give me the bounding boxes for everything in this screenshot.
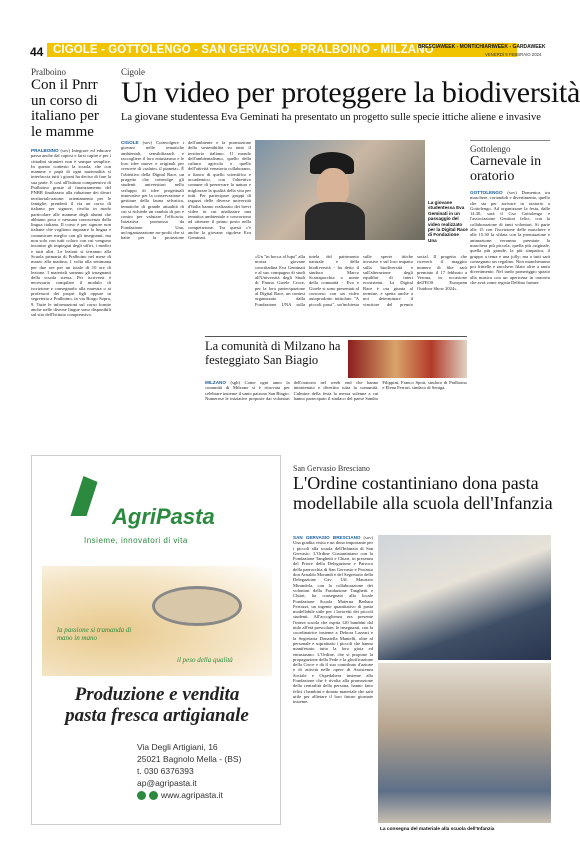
milzano-body: MILZANO (sgb) Come ogni anno la comunità di Milzano si è ritrovata per celebrare insieme il santo patrono San Biagio. Numerose le iniziative proposte dai volontari dell'oratorio nel week end che hanno intrattenuto e divertito tutta la comunità. Culmine della festa la messa solenne a cui hanno partecipato il sindaco del paese Sandro Filippini, Franco Spoti, sindaco di Pralboino e Elena Ferrari, sindaco di Seniga. <box>205 380 467 401</box>
ad-phone: t. 030 6376393 <box>137 766 194 776</box>
left-article <box>31 67 111 318</box>
right-kicker: Gottolengo <box>470 144 511 154</box>
bottom-photo-caption: La consegna del materiale alla scuola dell'Infanzia <box>380 827 495 832</box>
ad-email[interactable]: ap@agripasta.it <box>137 778 197 788</box>
ad-contacts <box>137 741 277 801</box>
left-title: Con il Pnrr un corso di italiano per le mamme <box>31 77 99 140</box>
right-body: GOTTOLENGO (sov) Domenica tra maschere, coriandoli e divertimento, quello che sta per arrivare in oratorio a Gottolengo. Ad organizzare la festa, dalle 14.30, sarà il Gso Gottolengo e l'associazione Genitori felici, con la collaborazione di tanti volontari. Si parte alle 15 con l'iscrizione delle maschere e alle 15.30 la sfilata con la premiazione e animazione: verranno premiate la maschera più piccola, quella più originale, quella più grande, la più simpatica, il gruppo a tema e una jolly; ma a tutti sarà consegnato un regalino. Non mancheranno poi frittelle e zucchero filato oltre a tanto divertimento. Nel tardo pomeriggio spazio alla musica con un apericena in oratorio che avrà come regista Delfino farmer. <box>470 190 550 286</box>
right-article <box>470 140 550 460</box>
photo-children <box>378 663 551 823</box>
agripasta-ad <box>31 455 281 825</box>
body-shape <box>305 202 365 240</box>
main-article-head <box>121 67 580 124</box>
main-body-1: CIGOLE (sov) Coinvolgere i giovani nelle tematiche ambientali, sensibilizzarli e raccogliere il loro entusiasmo e le loro idee nuove e originali per crescere di «salute» il pianeta». È l'obiettivo della Digital Race, un progetto che coinvolge gli studenti universitari nello sviluppo di idee progettuali innovative per la conservazione e gestione della fauna selvatica, tematiche di grande attualità di cui si richiede un cambio di pro e contro per valutare l'efficacia. Iniziativa promossa da Fondazione Una, un'organizzazione no-profit che si batte per la protezione dell'ambiente e la promozione della sostenibilità su tutto il territorio italiano. Il mondo dell'ambientalismo, quello della cultura agricola e quello dell'attività venatoria collaborano, a fianco di quello scientifico e accademico, con l'obiettivo comune di preservare la natura e migliorare la qualità della vita per tutti. Per partecipare gruppi di ragazzi delle diverse università d'Italia hanno realizzato dei brevi video in cui analizzare una tematica ambientale e concorrono ad ottenere il primo posto nella competizione. Tra questi c'è anche la giovane cigolese Eva Geminati. <box>121 140 251 241</box>
pasta-dish-shape <box>152 586 242 626</box>
right-title: Carnevale in oratorio <box>470 154 542 184</box>
bottom-body: SAN GERVASIO BRESCIANO (sov) Una gradita visita e un dono importante per i piccoli alla scuola dell'Infanzia di San Gervasio. L'Ordine Costantiniano con la Fondazione Tanghetti e Chiari, in presenza del Priore della Delegazione e Parroco della parrocchia di San Gervasio e Protasio don Arnaldo Morandi e del Segretario della Delegazione Cav. Uff. Maurizio Mirandola, con la collaborazione dei volontari della Fondazione Tanghetti e Chiari, ha consegnato alla locale Fondazione Scuola Materna Barbara Ferrazzi, un ingente quantitativo di pasta modellabile utile per i lavoretti dei piccoli studenti. All'accoglienza era presente l'intera scuola che ospita 120 bambini dal nido all'età prescolare, le insegnanti, con la coordinatrice insieme a Debora Lazzari e la Segretaria Donatella Mantelli, oltre al personale e soprattutto i piccoli che hanno manifestato tutta la loro gioia ed entusiasmo. L'Ordine, che si propone la propagazione della Fede e la glorificazione della Croce e dà il suo contributo d'azione e di attività nelle opere di Assistenza Sociale e Ospedaliera insieme alla Fondazione che è rivolta alla promozione della centralità della persona, hanno fatto felici i bambini e donato materiale che sarà utile per allietare il loro futuro giornate insieme. <box>293 535 373 705</box>
ad-tagline: Insieme, innovatori di vita <box>84 536 188 545</box>
photo-volunteers <box>378 535 551 660</box>
facebook-icon[interactable] <box>137 791 146 800</box>
ad-slogan-1: la passione si tramanda di mano in mano <box>57 626 132 642</box>
eva-photo <box>255 140 425 240</box>
milzano-rule <box>205 336 467 337</box>
left-body: PRALBOINO (sov) Integrare ed educare passa anche dal capirsi e farsi capire e per i cittadini stranieri non è sempre semplice. In questo contesto la scuola, che con mamme e papà di ogni nazionalità si interfaccia tutti i giorni ha deciso di fare la sua parte. E così all'Istituto comprensivo di Pralboino grazie al finanziamento del PNRR finalizzato alla riduzione dei divari territoriali-azione: orientamento per le famiglie, prenderà il via un corso di italiano per signore, rivolto in modo particolare alle mamme degli alunni che abbiano poca o nessuna conoscenza della lingua italiana. Il corso è per signore non italiane che vogliono imparare la lingua e comunicare meglio con gli insegnanti, ma non solo con tutti coloro con cui vengono incontro gli impiegati degli uffici, i medici e tutti altri. Le lezioni si terranno alla Scuola primaria di Pralboino nel mese di marzo alla mattina, 1 volta alla settimana per due ore per un totale di 10 ore di lezione. I materiali saranno gli insegnanti della scuola stessa. Per iscriversi è necessario compilare il modulo di iscrizione e consegnarlo alla maestra o ai professori dei propri figli oppure in segreteria a Pralboino, in via Borgo Sopra, 9. Tutte le informazioni sul corso fornite anche nelle diverse lingue sono disponibili sul sito dell'Istituto comprensivo. <box>31 148 111 318</box>
main-body-2: «Un "in bocca al lupo" alla nostra giovane concittadina Eva Geminati e al suo compagno di studi all'Università degli Studi di Parma Gioele Croce, per la loro partecipazione al Digital Race, un contest organizzato dalla Fondazione UNA sulla tutela del patrimonio naturale e della biodiversità - ha detto il sindaco Marco Scartapacchia a nome della comunità - Eva e Gioele si sono presentati al concorso con un video autoprodotto intitolato "A piccoli passi", un'inchiesta sulle specie ittiche invasive e sul loro impatto sulla biodiversità e sull'alterazione degli equilibri di interi ecosistemi. La Digital Race è ora giunta al termine, e spetta anche a noi determinare il vincitore del premio social. Il progetto che riceverà il maggior numero di like sarà premiato il 17 febbraio a Verona, in occasione dell'EOS European Outdoor Show 2024». <box>255 254 467 307</box>
pasta-image <box>42 566 272 676</box>
bottom-title: L'Ordine costantiniano dona pasta modellabile alla scuola dell'Infanzia <box>293 473 553 513</box>
section-title: CIGOLE - GOTTOLENGO - SAN GERVASIO - PRALBOINO - MILZANO <box>53 44 434 56</box>
ad-address-2: 25021 Bagnolo Mella - (BS) <box>137 754 242 764</box>
main-title: Un video per proteggere la biodiversità <box>121 76 580 109</box>
main-subtitle: La giovane studentessa Eva Geminati ha presentato un progetto sulle specie ittiche aliene e invasive <box>121 112 541 123</box>
ad-brand: AgriPasta <box>112 504 215 529</box>
milzano-title: La comunità di Milzano ha festeggiato San Biagio <box>205 339 341 367</box>
bottom-kicker: San Gervasio Bresciano <box>293 464 370 473</box>
ad-slogan-2: il peso della qualità <box>177 656 233 664</box>
eva-photo-caption: La giovane studentessa Eva Geminati in un passaggio del video realizzato per la Digital Race di Fondazione Una <box>428 200 468 243</box>
milzano-photo <box>348 340 467 378</box>
publication-brand: BRESCIAWEEK - MONTICHIARIWEEK - GARDAWEEK <box>418 44 546 50</box>
ad-address-1: Via Degli Artigiani, 16 <box>137 742 218 752</box>
page-number: 44 <box>30 45 44 59</box>
bottom-article-head <box>293 464 553 513</box>
left-lead: PRALBOINO <box>31 148 59 153</box>
main-kicker: Cigole <box>121 67 145 77</box>
instagram-icon[interactable] <box>149 791 158 800</box>
ad-headline: Produzione e vendita pasta fresca artigianale <box>65 684 249 726</box>
issue-date: VENERDÌ 9 FEBBRAIO 2024 <box>485 52 542 57</box>
left-kicker: Pralboino <box>31 67 66 77</box>
ad-web[interactable]: www.agripasta.it <box>161 790 223 800</box>
